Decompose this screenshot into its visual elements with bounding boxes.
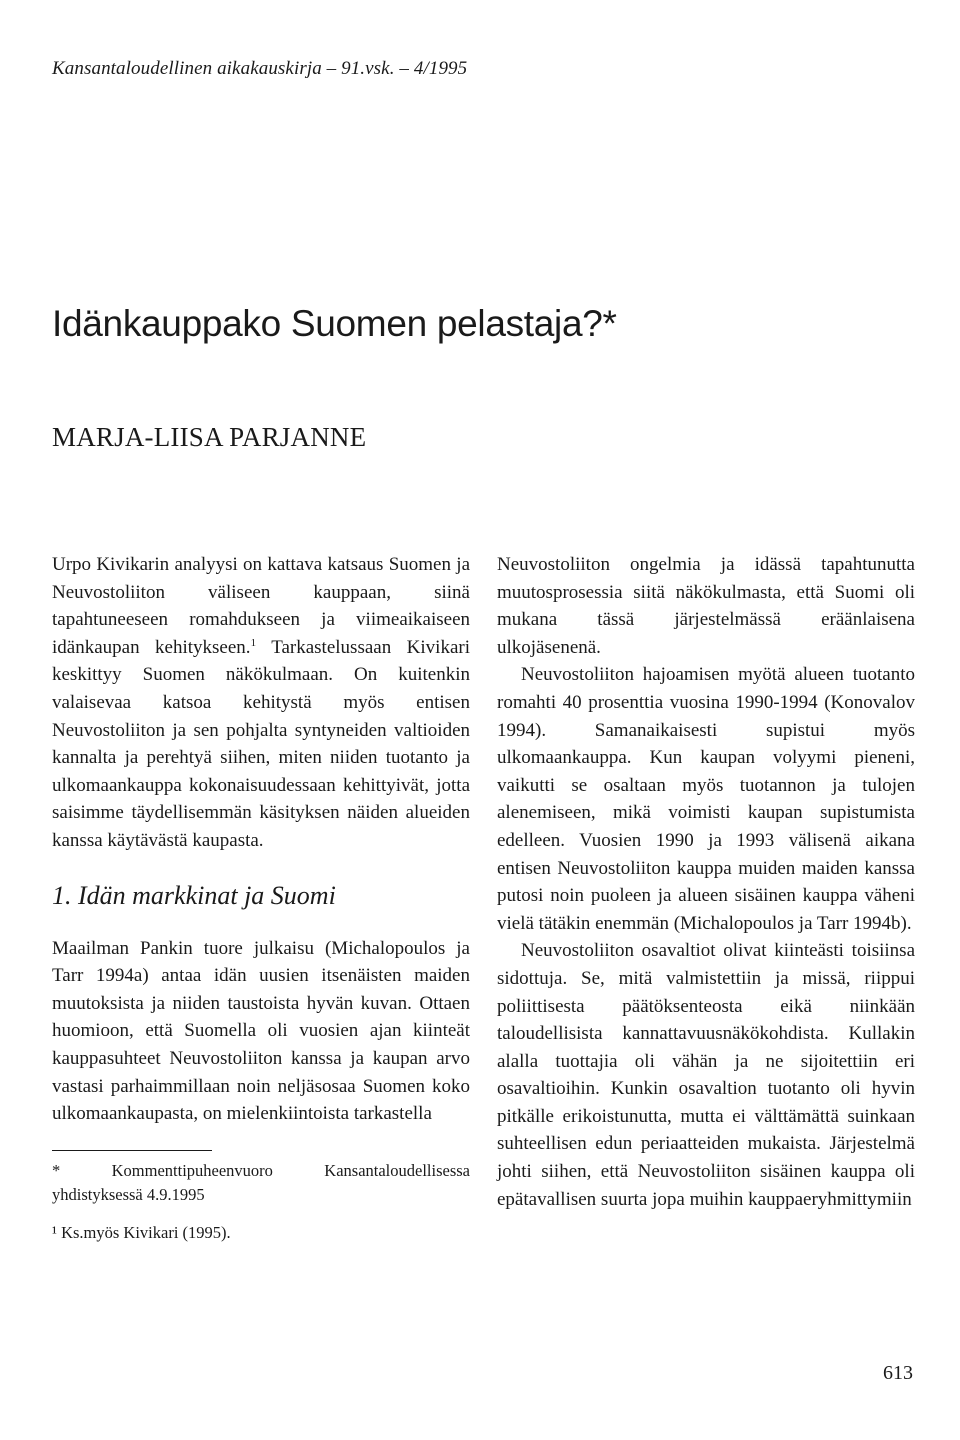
right-paragraph-3: Neuvostoliiton osavaltiot olivat kiinteästi toisiinsa sidottuja. Se, mitä valmistettiin ja missä, riippui poliittisesta päätöksenteosta eikä niinkään taloudellisista kannattavuusnäkökohdista. Kullakin alalla tuottajia oli vähän ja ne sijoitettiin eri osavaltioihin. Kunkin osavaltion tuotanto oli hyvin pitkälle erikoistunutta, mutta ei välttämättä suinkaan suhteellisen edun periaatteiden mukaista. Järjestelmä johti siihen, että Neuvostoliiton sisäinen kauppa oli epätavallisen suurta jopa muihin kauppaeryhmittymiin <box>497 940 915 1210</box>
intro-paragraph <box>52 551 470 855</box>
section-paragraph: Maailman Pankin tuore julkaisu (Michalopoulos ja Tarr 1994a) antaa idän uusien itsenäisten maiden muutoksista ja niiden taustoista hyvän kuvan. Ottaen huomioon, että Suomella oli vuosien ajan kiinteät kauppasuhteet Neuvostoliiton kanssa ja kaupan arvo vastasi parhaimmillaan noin neljäsosaa Suomen koko ulkomaankaupasta, on mielenkiintoista tarkastella <box>52 937 470 1125</box>
footnote-reference: ¹ Ks.myös Kivikari (1995). <box>52 1222 231 1242</box>
right-paragraph-1: Neuvostoliiton ongelmia ja idässä tapahtunutta muutosprosessia siitä näkökulmasta, että Suomi oli mukana tässä järjestelmässä eräänlaisena ulkojäsenenä. <box>497 554 915 658</box>
section-heading: 1. Idän markkinat ja Suomi <box>52 880 336 910</box>
left-column <box>52 551 470 1245</box>
intro-text-before-ref: Urpo Kivikarin analyysi on kattava katsaus Suomen ja Neuvostoliiton väliseen kauppaan, siinä tapahtuneeseen romahdukseen ja viimeaikaiseen idänkaupan kehitykseen. <box>52 554 470 658</box>
article-title: Idänkauppako Suomen pelastaja?* <box>52 303 617 344</box>
footnote-ref-marker[interactable]: 1 <box>250 636 257 649</box>
right-paragraph-2: Neuvostoliiton hajoamisen myötä alueen tuotanto romahti 40 prosenttia vuosina 1990-1994 (Konovalov 1994). Samanaikaisesti supistui myös ulkomaankauppa. Kun kaupan volyymi pieneni, vaikutti se osaltaan myös tuotannon ja tulojen alenemiseen, mikä voimisti kaupan supistumista edelleen. Vuosien 1990 ja 1993 välisenä aikana entisen Neuvostoliiton kauppa muiden maiden kanssa putosi noin puoleen ja alueen sisäinen kauppa väheni vielä tätäkin enemmän (Michalopoulos ja Tarr 1994b). <box>497 664 915 934</box>
intro-text-after-ref: Tarkastelussaan Kivikari keskittyy Suomen näkökulmaan. On kuitenkin valaisevaa katsoa kehitystä myös entisen Neuvostoliiton ja sen pohjalta syntyneiden valtioiden kannalta ja perehtyä siihen, miten niiden tuotanto ja ulkomaankauppa kokonaisuudessaan kehittyivät, jotta saisimme täydellisemmän käsityksen näiden alueiden kanssa käytävästä kaupasta. <box>52 636 470 851</box>
footnote-divider <box>52 1150 212 1151</box>
journal-header: Kansantaloudellinen aikakauskirja – 91.vsk. – 4/1995 <box>52 58 468 79</box>
author-name: MARJA-LIISA PARJANNE <box>52 422 367 452</box>
right-column <box>497 551 915 1213</box>
footnote-commentary: * Kommenttipuheenvuoro Kansantaloudellisessa yhdistyksessä 4.9.1995 <box>52 1160 470 1204</box>
page-number: 613 <box>883 1362 913 1384</box>
